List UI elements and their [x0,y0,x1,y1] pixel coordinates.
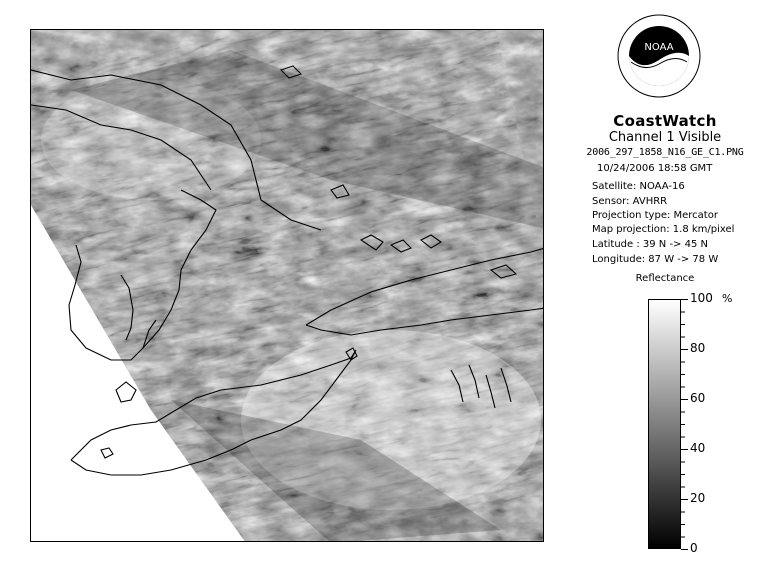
page-title: CoastWatch [613,112,717,130]
logo-text: NOAA [644,42,674,53]
tick-label: 20 [690,491,706,505]
satellite-map[interactable] [30,29,544,542]
tick-label: 40 [690,441,706,455]
tick-label: 0 [690,541,698,555]
filename-label: 2006_297_1858_N16_GE_C1.PNG [586,147,744,158]
unit-label: % [722,292,733,305]
tick-label: 60 [690,391,706,405]
map-svg [31,30,544,542]
map-projection-label: Map projection: 1.8 km/pixel [592,224,735,235]
satellite-label: Satellite: NOAA-16 [592,181,685,192]
datetime-label: 10/24/2006 18:58 GMT [597,163,713,174]
sensor-label: Sensor: AVHRR [592,196,668,207]
reflectance-colorbar [648,299,681,549]
channel-subtitle: Channel 1 Visible [608,130,722,145]
cloud-imagery [31,30,544,542]
longitude-label: Longitude: 87 W -> 78 W [592,254,719,265]
tick-label: 100 [690,291,713,305]
projection-type-label: Projection type: Mercator [592,210,718,221]
colorbar-axis [681,299,741,551]
legend-title: Reflectance [635,273,695,284]
tick-label: 80 [690,341,706,355]
latitude-label: Latitude : 39 N -> 45 N [592,239,708,250]
noaa-logo-icon [617,14,701,98]
